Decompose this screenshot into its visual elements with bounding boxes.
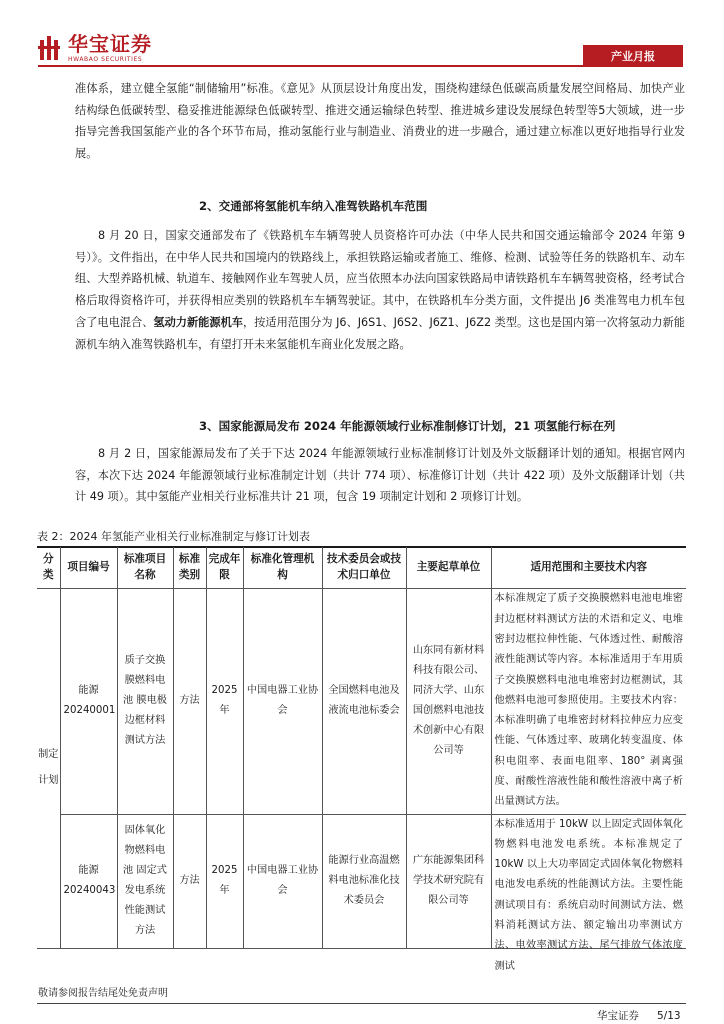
content-cell	[491, 814, 686, 972]
col-header-project-id: 项目编号	[60, 547, 117, 588]
table-header-row	[37, 547, 686, 588]
project-id-cell: 能源20240001	[60, 588, 117, 814]
page-number: 5/13	[657, 1010, 681, 1022]
section-2-heading: 2、交通部将氢能机车纳入准驾铁路机车范围	[199, 199, 428, 213]
logo-mark-icon	[38, 34, 62, 62]
standard-type-cell: 方法	[173, 814, 206, 948]
header-divider	[38, 65, 683, 67]
disclaimer-note: 敬请参阅报告结尾处免责声明	[38, 988, 168, 999]
section-2-paragraph	[75, 225, 685, 355]
page-header	[0, 0, 724, 72]
section-3-heading: 3、国家能源局发布 2024 年能源领域行业标准制修订计划，21 项氢能行标在列	[199, 419, 616, 433]
intro-paragraph: 准体系，建立健全氢能“制储输用”标准。《意见》从顶层设计角度出发，围绕构建绿色低碳高质量发展空间格局、加快产业结构绿色低碳转型、稳妥推进能源绿色低碳转型、推进交通运输绿色转型、推进城乡建设发展绿色转型等5大领域，进一步指导完善我国氢能产业的各个环节布局，推动氢能行业与制造业、消费业的进一步融合，通过建立标准以更好地指导行业发展。	[75, 82, 685, 161]
deadline-cell: 2025年	[206, 814, 243, 948]
committee-cell: 全国燃料电池及液流电池标委会	[322, 588, 406, 814]
content-text: 本标准适用于 10kW 以上固定式固体氧化物燃料电池发电系统。本标准规定了 10kW 以上大功率固定式固体氧化物燃料电池发电系统的性能测试方法。主要性能测试项目有：系统启动时间测试方法、燃料消耗测试方法、额定输出功率测试方法、电效率测试方法、尾气排放气体浓度测试	[494, 818, 683, 972]
footer-divider	[37, 1003, 686, 1004]
col-header-deadline: 完成年限	[206, 547, 243, 588]
col-header-category: 分类	[37, 547, 60, 588]
report-type-tag: 产业月报	[583, 45, 683, 66]
management-org-cell: 中国电器工业协会	[243, 814, 322, 948]
standard-name-cell: 固体氧化物燃料电池 固定式发电系统 性能测试方法	[117, 814, 173, 948]
col-header-management-org: 标准化管理机构	[243, 547, 322, 588]
section-2-text-b: ，按适用范围分为 J6、J6S1、J6S2、J6Z1、J6Z2 类型。这也是国内第一次将氢动力新能源机车纳入准驾铁路机车，有望打开未来氢能机车商业化发展之路。	[75, 315, 685, 351]
drafter-cell: 广东能源集团科学技术研究院有限公司等	[406, 814, 491, 948]
section-2-highlight: 氢动力新能源机车	[153, 315, 243, 329]
col-header-drafter: 主要起草单位	[406, 547, 491, 588]
content-cell: 本标准规定了质子交换膜燃料电池电堆密封边框材料测试方法的术语和定义、电堆密封边框拉伸性能、气体透过性、耐酸溶液性能测试等内容。本标准适用于车用质子交换膜燃料电池电堆密封边框测试，其他燃料电池可参照使用。主要技术内容：本标准明确了电堆密封材料拉伸应力应变性能、气体透过率、玻璃化转变温度、体积电阻率、表面电阻率、180° 剥离强度、耐酸性溶液性能和酸性溶液中离子析出量测试方法。	[491, 588, 686, 814]
company-logo	[38, 34, 152, 63]
table-row	[37, 588, 686, 814]
col-header-standard-type: 标准类别	[173, 547, 206, 588]
footer-company: 华宝证券	[597, 1010, 639, 1022]
section-3-paragraph: 8 月 2 日，国家能源局发布了关于下达 2024 年能源领域行业标准制修订计划及外文版翻译计划的通知。根据官网内容，本次下达 2024 年能源领域行业标准制定计划（共计 774 项）、标准修订计划（共计 422 项）及外文版翻译计划（共计 49 项）。其中氢能产业相关行业标准共计 21 项，包含 19 项制定计划和 2 项修订计划。	[75, 447, 685, 504]
col-header-content: 适用范围和主要技术内容	[491, 547, 686, 588]
col-header-committee: 技术委员会或技术归口单位	[322, 547, 406, 588]
deadline-cell: 2025年	[206, 588, 243, 814]
table-row	[37, 814, 686, 948]
logo-chinese-name: 华宝证券	[68, 32, 152, 56]
standards-table	[37, 547, 686, 972]
table-caption: 表 2：2024 年氢能产业相关行业标准制定与修订计划表	[37, 530, 310, 543]
logo-english-name: HWABAO SECURITIES	[68, 56, 143, 63]
drafter-cell: 山东同有新材料科技有限公司、同济大学、山东国创燃料电池技术创新中心有限公司等	[406, 588, 491, 814]
footer-info	[597, 1008, 681, 1023]
committee-cell: 能源行业高温燃料电池标准化技术委员会	[322, 814, 406, 948]
project-id-cell: 能源20240043	[60, 814, 117, 948]
section-2-text-a: 8 月 20 日，国家交通部发布了《铁路机车车辆驾驶人员资格许可办法（中华人民共和国交通运输部令 2024 年第 9 号）》。文件指出，在中华人民共和国境内的铁路线上，承担铁路运输或者施工、维修、检测、试验等任务的铁路机车、动车组、大型养路机械、轨道车、接触网作业车驾驶人员，应当依照本办法向国家铁路局申请铁路机车车辆驾驶资格，经考试合格后取得资格许可，并获得相应类别的铁路机车车辆驾驶证。其中，在铁路机车分类方面，文件提出 J6 类准驾电力机车包含了电电混合、	[75, 229, 685, 329]
standard-name-cell: 质子交换膜燃料电池 膜电极边框材料测试方法	[117, 588, 173, 814]
management-org-cell: 中国电器工业协会	[243, 588, 322, 814]
col-header-standard-name: 标准项目名称	[117, 547, 173, 588]
standard-type-cell: 方法	[173, 588, 206, 814]
category-cell: 制定计划	[37, 588, 60, 948]
